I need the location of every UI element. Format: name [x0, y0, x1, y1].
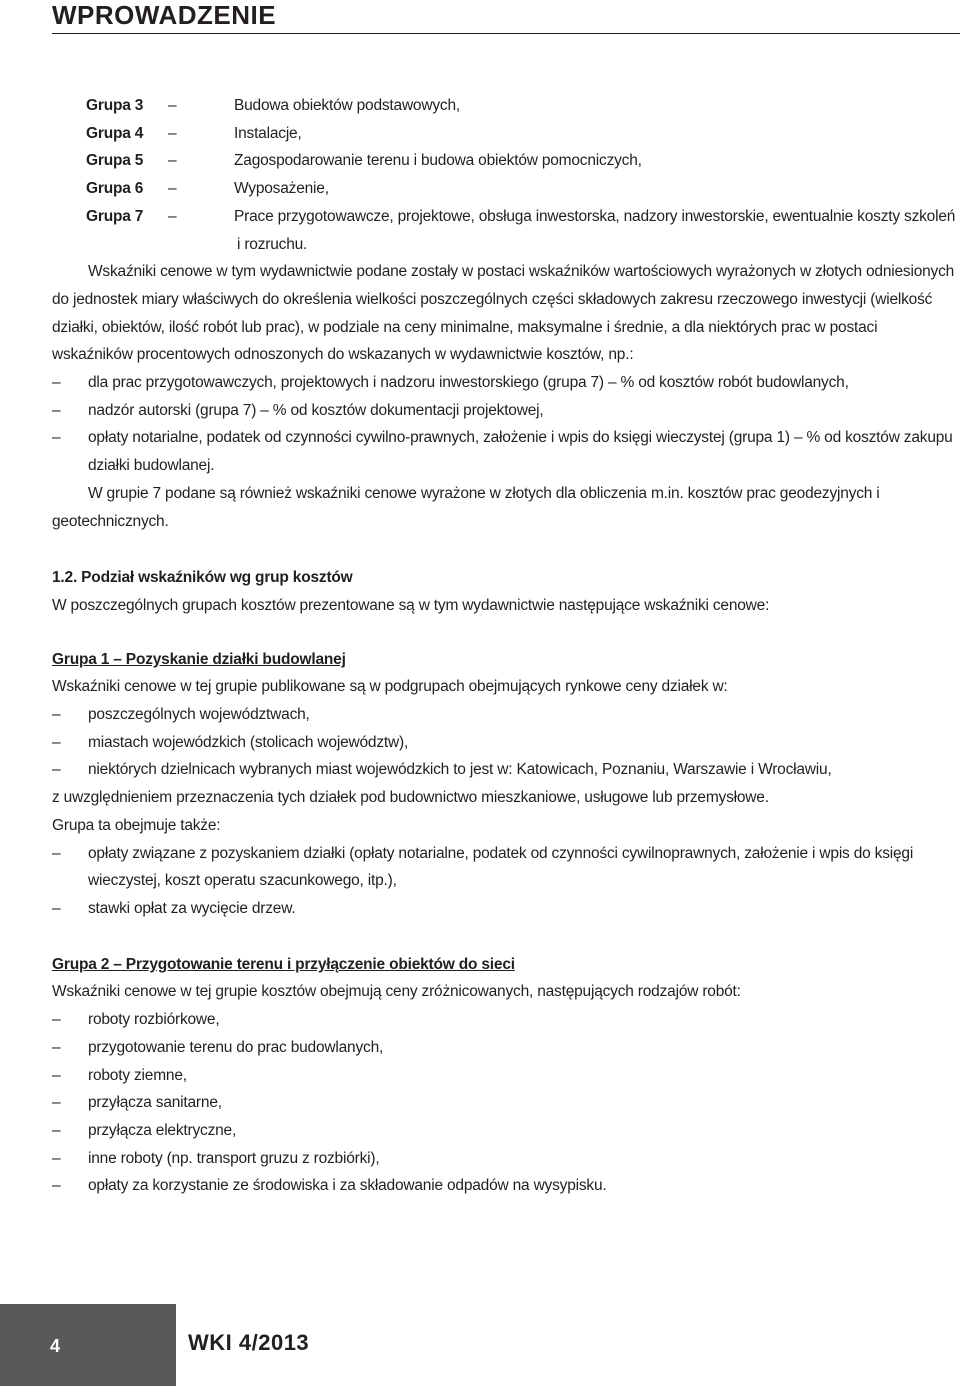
list-item-text: niektórych dzielnicach wybranych miast wojewódzkich to jest w: Katowicach, Poznaniu, Warszawie i Wrocławiu,: [88, 761, 832, 779]
list-item: [52, 1145, 957, 1173]
group-1-heading: Grupa 1 – Pozyskanie działki budowlanej: [52, 650, 346, 668]
dash: –: [52, 401, 61, 419]
dash: –: [168, 207, 177, 225]
list-item: [52, 1034, 957, 1062]
group-label: Grupa 5: [86, 152, 144, 170]
dash: –: [168, 124, 177, 142]
group-label: Grupa 7: [86, 207, 144, 225]
dash: –: [52, 1094, 61, 1112]
list-item: [52, 1089, 957, 1117]
page-number: 4: [50, 1336, 61, 1356]
list-item-text: opłaty związane z pozyskaniem działki (opłaty notarialne, podatek od czynności cywilnoprawnych, założenie i wpis do księgi wieczystej, koszt operatu szacunkowego, itp.),: [88, 844, 914, 890]
list-item: [52, 424, 957, 479]
dash: –: [168, 97, 177, 114]
header-rule: [52, 33, 960, 34]
list-item: [52, 369, 957, 397]
footer-page-box: [0, 1304, 176, 1386]
group-list-item: [86, 147, 957, 175]
dash: –: [52, 1177, 61, 1195]
dash: –: [52, 374, 61, 392]
list-item: [52, 397, 957, 425]
dash: –: [52, 844, 61, 862]
list-item: [52, 1117, 957, 1145]
dash: –: [52, 733, 61, 751]
list-item-text: poszczególnych województwach,: [88, 706, 310, 724]
section-heading: 1.2. Podział wskaźników wg grup kosztów: [52, 569, 353, 587]
group-1-after: z uwzględnieniem przeznaczenia tych działek pod budownictwo mieszkaniowe, usługowe lub przemysłowe.: [52, 789, 769, 807]
group-description: Prace przygotowawcze, projektowe, obsługa inwestorska, nadzory inwestorskie, ewentualnie koszty szkoleń: [234, 207, 956, 225]
dash: –: [52, 899, 61, 917]
dash: –: [52, 706, 61, 724]
closing-paragraph: W grupie 7 podane są również wskaźniki cenowe wyrażone w złotych dla obliczenia m.in. kosztów prac geodezyjnych i geotechnicznych.: [52, 484, 880, 530]
group-description: Wyposażenie,: [234, 180, 329, 198]
dash: –: [52, 1121, 61, 1139]
list-item-text: miastach wojewódzkich (stolicach województw),: [88, 733, 409, 751]
list-item: [52, 729, 957, 757]
group-1-also: Grupa ta obejmuje także:: [52, 816, 221, 834]
group-list-item: [86, 175, 957, 203]
dash: –: [52, 1149, 61, 1167]
group-list-item: [86, 120, 957, 148]
dash: –: [168, 180, 177, 198]
list-item: [52, 840, 957, 895]
dash: –: [52, 761, 61, 779]
group-label: Grupa 4: [86, 124, 144, 142]
list-item-text: opłaty notarialne, podatek od czynności cywilno-prawnych, założenie i wpis do księgi wieczystej (grupa 1) – % od kosztów zakupu działki budowlanej.: [88, 429, 953, 475]
group-description: Zagospodarowanie terenu i budowa obiektów pomocniczych,: [234, 152, 642, 170]
list-item: [52, 895, 957, 923]
list-item: [52, 1006, 957, 1034]
list-item-text: dla prac przygotowawczych, projektowych i nadzoru inwestorskiego (grupa 7) – % od kosztów robót budowlanych,: [88, 374, 849, 392]
section-intro: W poszczególnych grupach kosztów prezentowane są w tym wydawnictwie następujące wskaźniki cenowe:: [52, 596, 770, 614]
list-item-text: inne roboty (np. transport gruzu z rozbiórki),: [88, 1149, 380, 1167]
group-1-intro: Wskaźniki cenowe w tej grupie publikowane są w podgrupach obejmujących rynkowe ceny działek w:: [52, 678, 728, 696]
group-2-heading: Grupa 2 – Przygotowanie terenu i przyłączenie obiektów do sieci: [52, 955, 515, 973]
group-list-item: [86, 92, 957, 120]
list-item-text: przyłącza sanitarne,: [88, 1094, 222, 1112]
intro-paragraph: Wskaźniki cenowe w tym wydawnictwie podane zostały w postaci wskaźników wartościowych wyrażonych w złotych odniesionych do jednostek miary właściwych do określenia wielkości poszczególnych części składowych zakresu rzeczowego inwestycji (wielkość działki, obiektów, ilość robót lub prac), w podziale na ceny minimalne, maksymalne i średnie, a dla niektórych prac w postaci wskaźników procentowych odnoszonych do wskazanych w wydawnictwie kosztów, np.:: [52, 263, 955, 364]
group-2-intro: Wskaźniki cenowe w tej grupie kosztów obejmują ceny zróżnicowanych, następujących rodzajów robót:: [52, 983, 741, 1001]
group-description: Instalacje,: [234, 124, 302, 142]
group-label: Grupa 3: [86, 97, 144, 114]
group-description-continuation: [86, 231, 957, 259]
list-item: [52, 1172, 957, 1200]
dash: –: [52, 429, 61, 447]
list-item-text: roboty rozbiórkowe,: [88, 1011, 220, 1029]
publication-label: WKI 4/2013: [188, 1330, 310, 1355]
dash: –: [52, 1066, 61, 1084]
dash: –: [52, 1011, 61, 1029]
dash: –: [52, 1038, 61, 1056]
list-item: [52, 701, 957, 729]
dash: –: [168, 152, 177, 170]
list-item: [52, 756, 957, 784]
list-item-text: opłaty za korzystanie ze środowiska i za składowanie odpadów na wysypisku.: [88, 1177, 607, 1195]
list-item-text: stawki opłat za wycięcie drzew.: [88, 899, 296, 917]
continuation-text: i rozruchu.: [237, 235, 308, 253]
list-item-text: przygotowanie terenu do prac budowlanych,: [88, 1038, 384, 1056]
group-list-item: [86, 203, 957, 231]
list-item-text: nadzór autorski (grupa 7) – % od kosztów dokumentacji projektowej,: [88, 401, 544, 419]
page-header-title: WPROWADZENIE: [52, 0, 277, 30]
list-item: [52, 1062, 957, 1090]
group-description: Budowa obiektów podstawowych,: [234, 97, 460, 114]
group-list: [86, 92, 957, 258]
list-item-text: roboty ziemne,: [88, 1066, 187, 1084]
page-content: [52, 92, 957, 1200]
group-label: Grupa 6: [86, 180, 144, 198]
list-item-text: przyłącza elektryczne,: [88, 1121, 237, 1139]
